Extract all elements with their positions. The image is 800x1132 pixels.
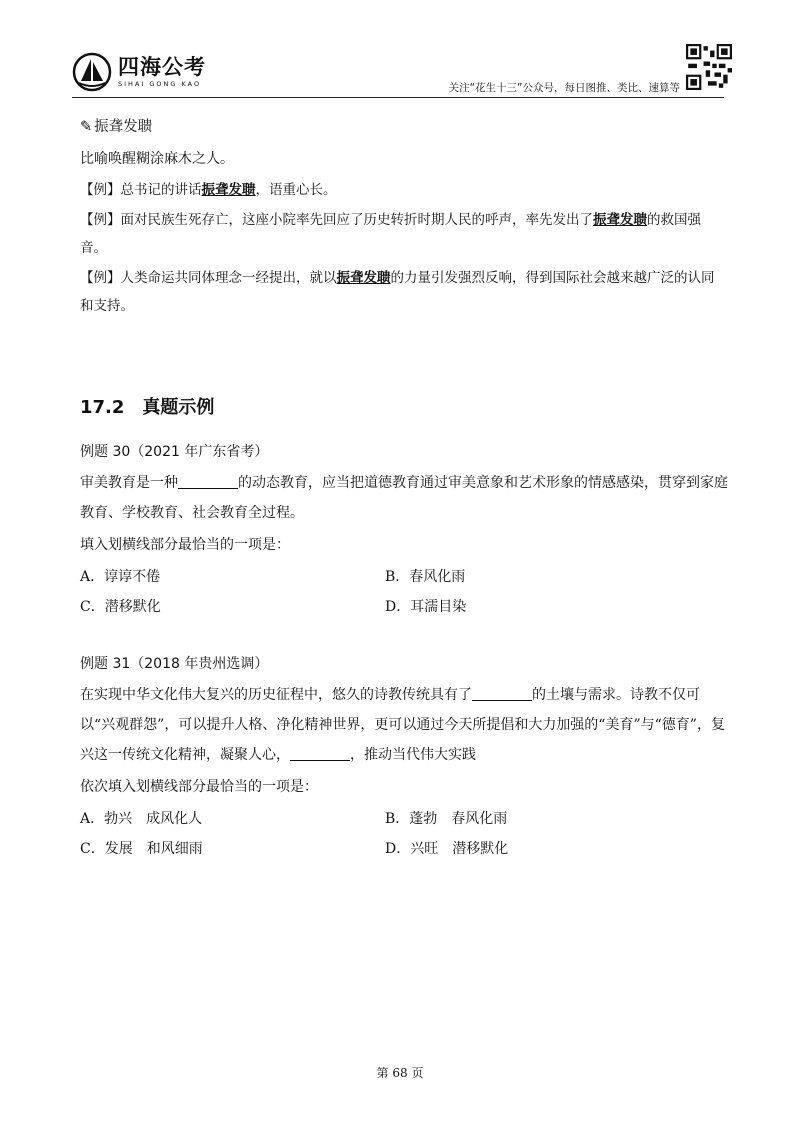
answer-blank (290, 746, 350, 761)
term-example: 【例】人类命运共同体理念一经提出，就以振聋发聩的力量引发强烈反响，得到国际社会越来越广泛的认同和支持。 (80, 270, 715, 314)
question-prompt: 填入划横线部分最恰当的一项是： (80, 537, 290, 553)
question-31 (80, 652, 728, 864)
answer-blank (178, 474, 238, 489)
term-entry (80, 112, 725, 320)
option-c[interactable]: C．发展 和风细雨 (80, 841, 203, 857)
question-title: 例题 31（2018 年贵州选调） (80, 656, 269, 672)
term-heading (80, 112, 725, 142)
term-example: 【例】总书记的讲话振聋发聩，语重心长。 (80, 182, 337, 198)
highlighted-term: 振聋发聩 (336, 270, 391, 286)
pen-icon: ✎ (80, 119, 93, 135)
page-number: 第 68 页 (376, 1066, 424, 1080)
header-divider (72, 97, 724, 98)
question-prompt: 依次填入划横线部分最恰当的一项是： (80, 779, 318, 795)
term-example: 【例】面对民族生死存亡，这座小院率先回应了历史转折时期人民的呼声，率先发出了振聋发聩的救国强音。 (80, 212, 701, 256)
question-title: 例题 30（2021 年广东省考） (80, 444, 269, 460)
term-definition: 比喻唤醒糊涂麻木之人。 (80, 151, 234, 167)
header-note: 关注“花生十三”公众号，每日图推、类比、速算等 (448, 82, 680, 94)
option-b[interactable]: B．春风化雨 (385, 569, 466, 585)
section-title: 17.2 真题示例 (80, 397, 215, 418)
highlighted-term: 振聋发聩 (201, 182, 256, 198)
option-a[interactable]: A．谆谆不倦 (80, 569, 161, 585)
question-30 (80, 440, 728, 622)
sailboat-logo-icon (72, 52, 112, 92)
answer-blank (472, 686, 532, 701)
term-title: 振聋发聩 (94, 119, 153, 135)
options-list (80, 562, 728, 622)
option-b[interactable]: B．蓬勃 春风化雨 (385, 811, 508, 827)
brand-logo (72, 52, 206, 92)
question-stem: 在实现中华文化伟大复兴的历史征程中，悠久的诗教传统具有了 的土壤与需求。诗教不仅可以“兴观群怨”，可以提升人格、净化精神世界，更可以通过今天所提倡和大力加强的“美育”与“德育”，复兴这一传统文化精神，凝聚人心， ，推动当代伟大实践 (80, 687, 725, 763)
option-c[interactable]: C．潜移默化 (80, 599, 161, 615)
brand-name-en: SIHAI GONG KAO (118, 80, 202, 88)
options-list (80, 804, 728, 864)
question-stem: 审美教育是一种 的动态教育，应当把道德教育通过审美意象和艺术形象的情感感染，贯穿到家庭教育、学校教育、社会教育全过程。 (80, 475, 728, 521)
brand-name-cn: 四海公考 (118, 55, 206, 79)
option-d[interactable]: D．耳濡目染 (385, 599, 467, 615)
highlighted-term: 振聋发聩 (593, 212, 647, 228)
option-a[interactable]: A．勃兴 成风化人 (80, 811, 203, 827)
option-d[interactable]: D．兴旺 潜移默化 (385, 841, 509, 857)
qr-code-icon[interactable] (686, 44, 732, 90)
page-header (72, 38, 732, 98)
